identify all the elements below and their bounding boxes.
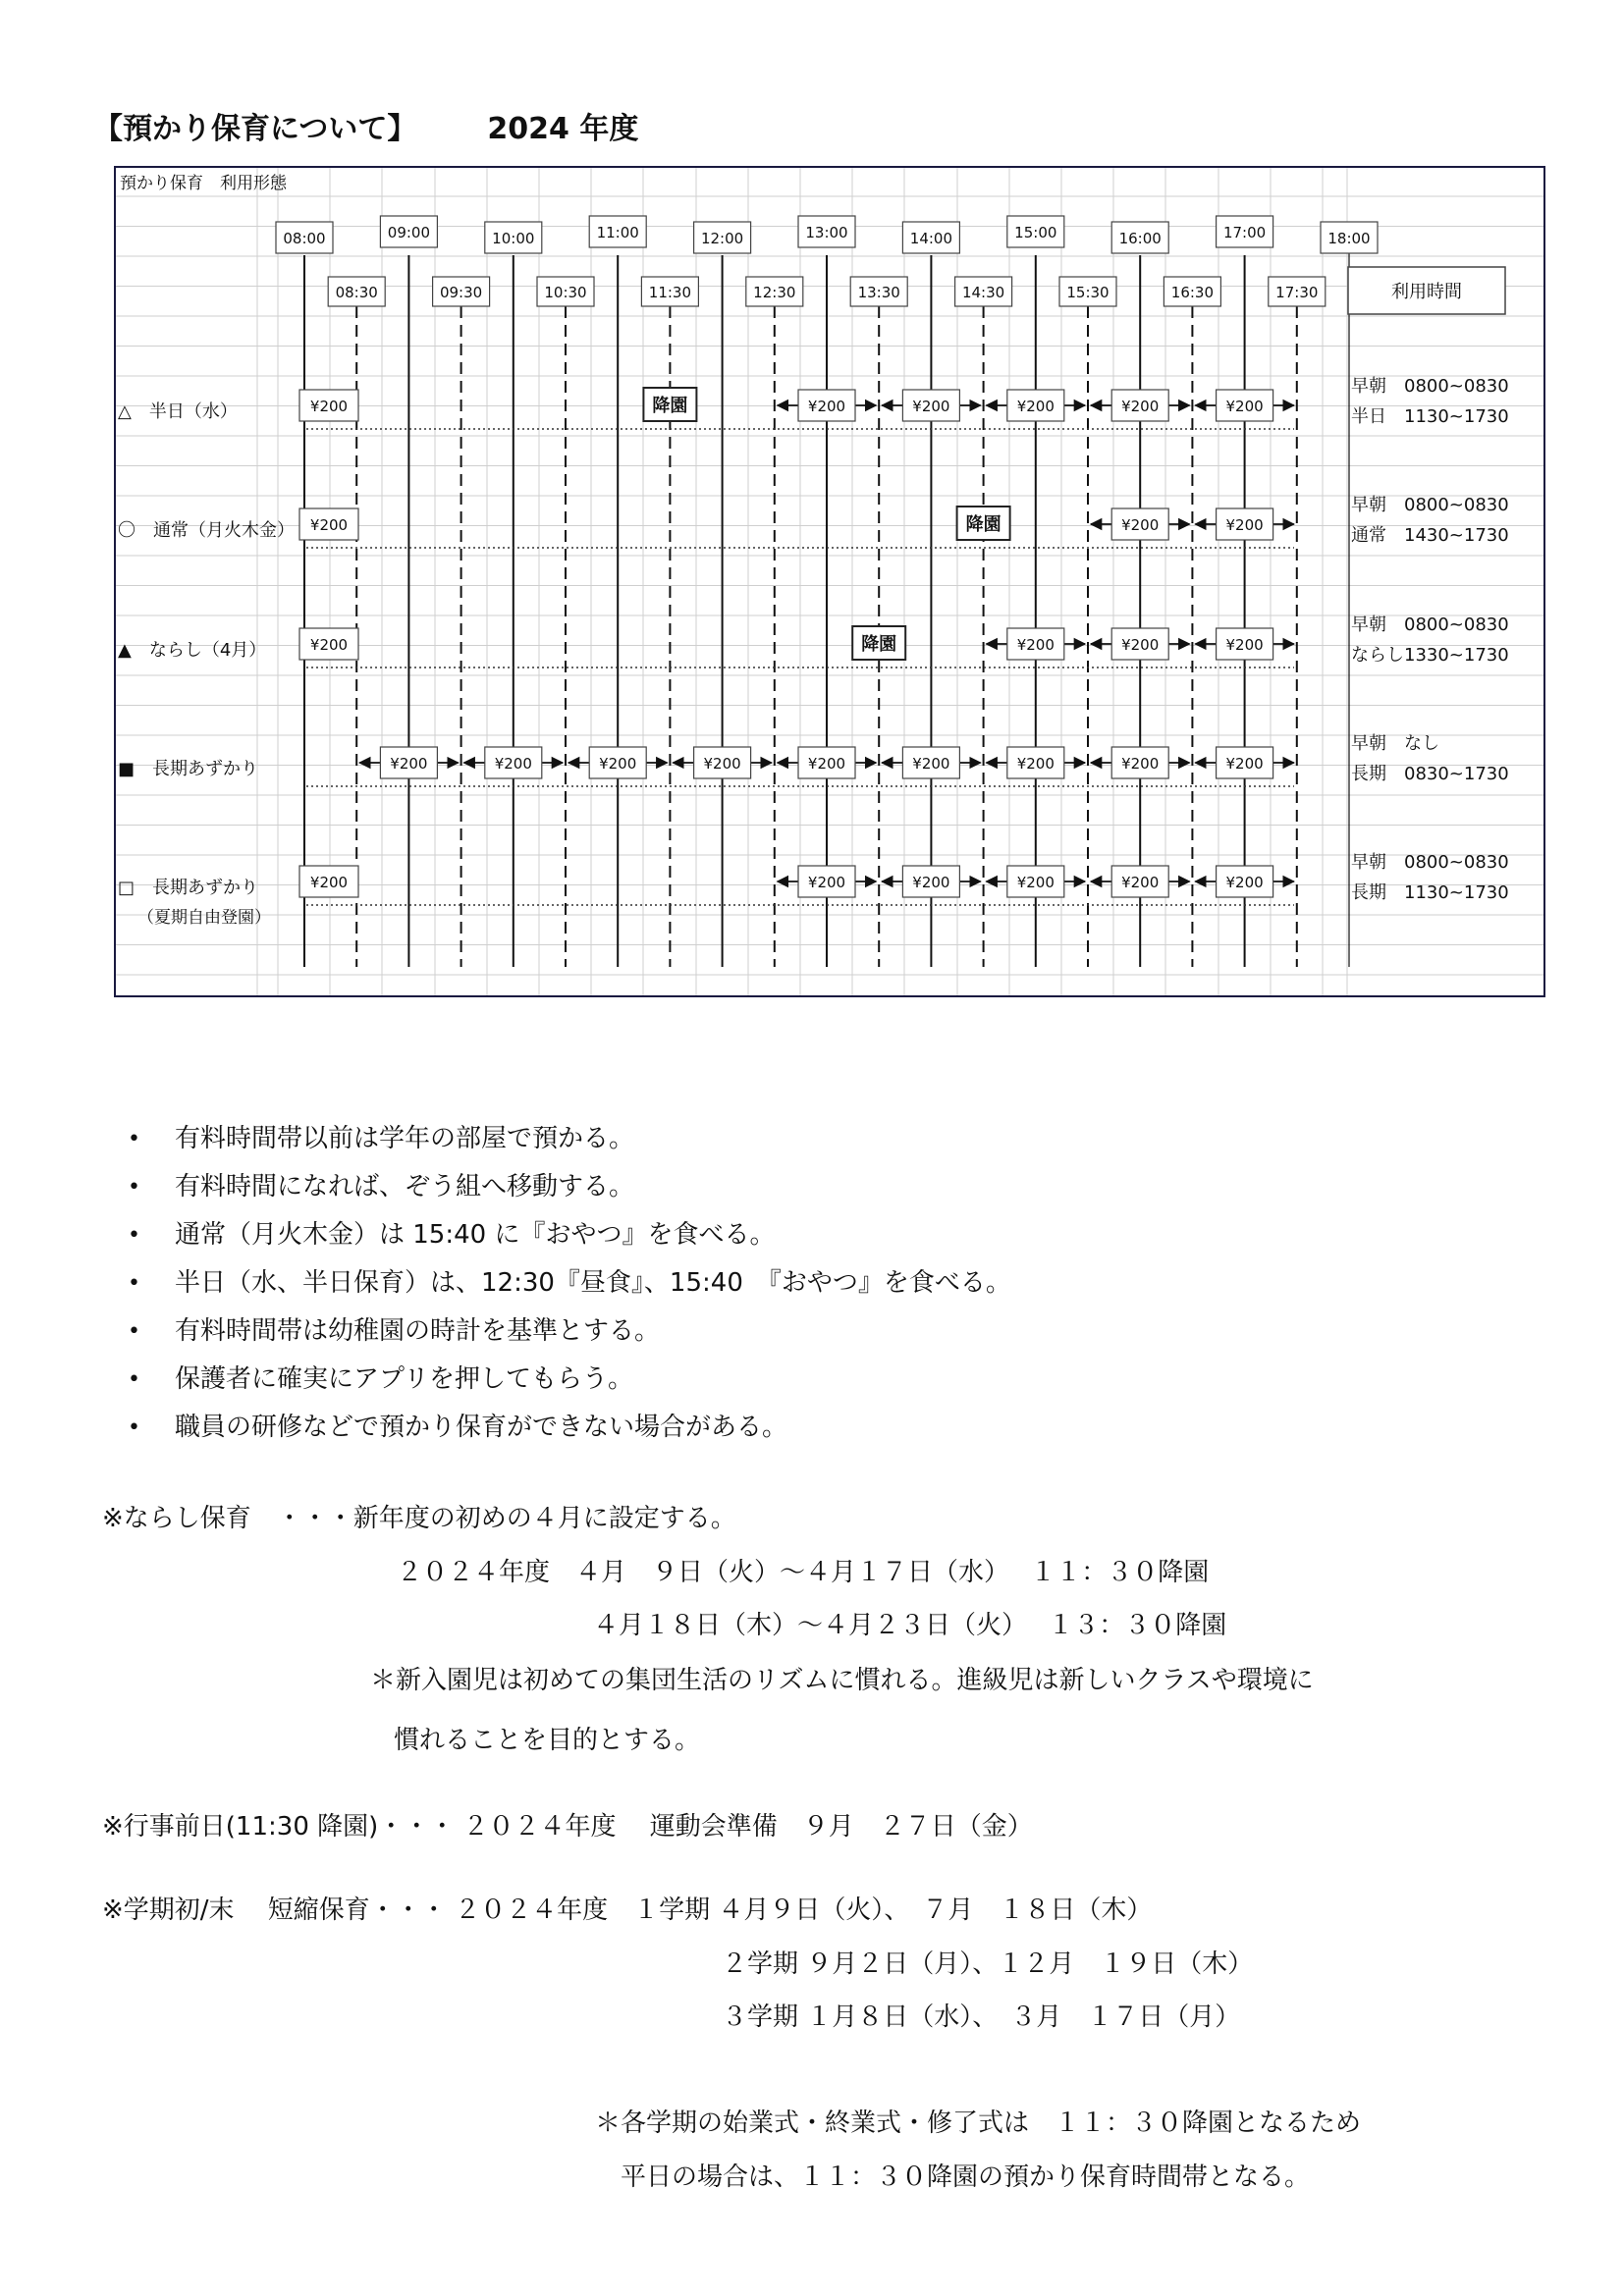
fee-box: ¥200 bbox=[807, 755, 846, 773]
fee-box: ¥200 bbox=[599, 755, 637, 773]
bullet-item: • 有料時間帯は幼稚園の時計を基準とする。 bbox=[128, 1308, 1011, 1356]
time-label-hour: 17:00 bbox=[1222, 224, 1267, 241]
fee-box: ¥200 bbox=[703, 755, 741, 773]
fee-box: ¥200 bbox=[912, 398, 950, 415]
time-label-half: 09:30 bbox=[439, 284, 483, 301]
pickup-box: 降園 bbox=[965, 514, 1001, 535]
time-label-half: 14:30 bbox=[961, 284, 1005, 301]
narashi-line-2: ４月１８日（木）～４月２３日（火） １３：３０降園 bbox=[593, 1611, 1227, 1640]
fee-box: ¥200 bbox=[1121, 636, 1160, 654]
time-label-half: 12:30 bbox=[753, 284, 796, 301]
time-label-hour: 14:00 bbox=[909, 230, 953, 247]
time-label-half: 16:30 bbox=[1170, 284, 1215, 301]
fee-box: ¥200 bbox=[1121, 874, 1160, 891]
bullet-item: • 保護者に確実にアプリを押してもらう。 bbox=[128, 1356, 1011, 1404]
narashi-line-1: ２０２４年度 ４月 ９日（火）～４月１７日（水） １１：３０降園 bbox=[397, 1558, 1210, 1587]
fee-box: ¥200 bbox=[807, 874, 846, 891]
time-label-hour: 11:00 bbox=[596, 224, 639, 241]
usage-info-early: 早朝 なし bbox=[1351, 733, 1439, 754]
row-label: □ 長期あずかり bbox=[118, 878, 259, 898]
fee-box: ¥200 bbox=[1225, 398, 1264, 415]
row-label: △ 半日（水） bbox=[118, 401, 238, 422]
term-line-3: ３学期 １月８日（水）、 ３月 １７日（月） bbox=[722, 2002, 1241, 2032]
fee-box: ¥200 bbox=[912, 755, 950, 773]
fee-box: ¥200 bbox=[912, 874, 950, 891]
schedule-row bbox=[118, 614, 1509, 667]
time-label-half: 17:30 bbox=[1275, 284, 1319, 301]
heading-year: 2024 年度 bbox=[487, 112, 639, 146]
usage-info-range: 通常 1430~1730 bbox=[1351, 525, 1509, 546]
bullet-item: • 有料時間になれば、ぞう組へ移動する。 bbox=[128, 1163, 1011, 1211]
fee-box: ¥200 bbox=[1121, 516, 1160, 534]
row-sublabel: （夏期自由登園） bbox=[137, 908, 271, 928]
fee-box: ¥200 bbox=[1225, 636, 1264, 654]
event-line: ※行事前日(11:30 降園)・・・ ２０２４年度 運動会準備 ９月 ２７日（金） bbox=[102, 1812, 1033, 1842]
fee-box: ¥200 bbox=[1016, 636, 1055, 654]
fee-box: ¥200 bbox=[807, 398, 846, 415]
narashi-note-2: 慣れることを目的とする。 bbox=[394, 1726, 701, 1755]
time-label-half: 11:30 bbox=[648, 284, 692, 301]
time-label-hour: 18:00 bbox=[1327, 230, 1371, 247]
fee-box: ¥200 bbox=[1016, 398, 1055, 415]
schedule-row bbox=[118, 852, 1509, 928]
time-label-hour: 09:00 bbox=[387, 224, 431, 241]
fee-box: ¥200 bbox=[1121, 398, 1160, 415]
fee-box: ¥200 bbox=[309, 398, 349, 415]
usage-info-range: 長期 0830~1730 bbox=[1351, 764, 1509, 784]
fee-box: ¥200 bbox=[390, 755, 428, 773]
schedule-row bbox=[118, 495, 1509, 548]
time-label-hour: 13:00 bbox=[805, 224, 848, 241]
time-label-hour: 10:00 bbox=[492, 230, 535, 247]
narashi-heading: ※ならし保育 ・・・新年度の初めの４月に設定する。 bbox=[102, 1504, 736, 1533]
usage-info-early: 早朝 0800~0830 bbox=[1351, 852, 1509, 873]
term-line-1: ※学期初/末 短縮保育・・・ ２０２４年度 １学期 ４月９日（火）、 ７月 １８日（木） bbox=[102, 1896, 1153, 1925]
fee-box: ¥200 bbox=[1225, 516, 1264, 534]
bullet-item: • 半日（水、半日保育）は、12:30『昼食』、15:40 『おやつ』を食べる。 bbox=[128, 1259, 1011, 1308]
heading-title: 【預かり保育について】 bbox=[93, 112, 417, 146]
ceremony-note-1: ＊各学期の始業式・終業式・修了式は １１：３０降園となるため bbox=[595, 2109, 1362, 2138]
usage-time-header: 利用時間 bbox=[1391, 282, 1462, 302]
time-label-hour: 12:00 bbox=[700, 230, 744, 247]
fee-box: ¥200 bbox=[309, 874, 349, 891]
usage-info-early: 早朝 0800~0830 bbox=[1351, 376, 1509, 397]
fee-box: ¥200 bbox=[1225, 874, 1264, 891]
notes-bullet-list bbox=[128, 1115, 1011, 1452]
time-label-half: 15:30 bbox=[1066, 284, 1110, 301]
row-label: ■ 長期あずかり bbox=[118, 759, 259, 779]
pickup-box: 降園 bbox=[861, 634, 897, 655]
time-label-hour: 16:00 bbox=[1118, 230, 1162, 247]
ceremony-note-2: 平日の場合は、１１：３０降園の預かり保育時間帯となる。 bbox=[621, 2163, 1311, 2192]
fee-box: ¥200 bbox=[1225, 755, 1264, 773]
row-label: 〇 通常（月火木金） bbox=[118, 520, 295, 541]
fee-box: ¥200 bbox=[1121, 755, 1160, 773]
fee-box: ¥200 bbox=[1016, 755, 1055, 773]
time-label-half: 08:30 bbox=[335, 284, 378, 301]
bullet-item: • 通常（月火木金）は 15:40 に『おやつ』を食べる。 bbox=[128, 1211, 1011, 1259]
schedule-row bbox=[118, 376, 1509, 429]
bullet-item: • 職員の研修などで預かり保育ができない場合がある。 bbox=[128, 1404, 1011, 1452]
bullet-item: • 有料時間帯以前は学年の部屋で預かる。 bbox=[128, 1115, 1011, 1163]
narashi-note-1: ＊新入園児は初めての集団生活のリズムに慣れる。進級児は新しいクラスや環境に bbox=[370, 1666, 1314, 1695]
time-label-half: 10:30 bbox=[544, 284, 587, 301]
row-label: ▲ ならし（4月） bbox=[118, 640, 267, 661]
time-label-hour: 08:00 bbox=[283, 230, 326, 247]
fee-box: ¥200 bbox=[309, 516, 349, 534]
schedule-chart bbox=[0, 0, 1624, 1011]
fee-box: ¥200 bbox=[309, 636, 349, 654]
usage-info-range: 半日 1130~1730 bbox=[1351, 406, 1509, 427]
pickup-box: 降園 bbox=[652, 396, 688, 416]
fee-box: ¥200 bbox=[1016, 874, 1055, 891]
fee-box: ¥200 bbox=[494, 755, 532, 773]
schedule-row bbox=[118, 733, 1509, 786]
usage-info-early: 早朝 0800~0830 bbox=[1351, 614, 1509, 635]
usage-info-range: ならし1330~1730 bbox=[1351, 645, 1509, 666]
term-line-2: ２学期 ９月２日（月）、１２月 １９日（木） bbox=[722, 1949, 1254, 1979]
usage-info-range: 長期 1130~1730 bbox=[1351, 882, 1509, 903]
schedule-title: 預かり保育 利用形態 bbox=[120, 174, 287, 193]
time-label-half: 13:30 bbox=[857, 284, 900, 301]
usage-info-early: 早朝 0800~0830 bbox=[1351, 495, 1509, 515]
time-label-hour: 15:00 bbox=[1014, 224, 1057, 241]
